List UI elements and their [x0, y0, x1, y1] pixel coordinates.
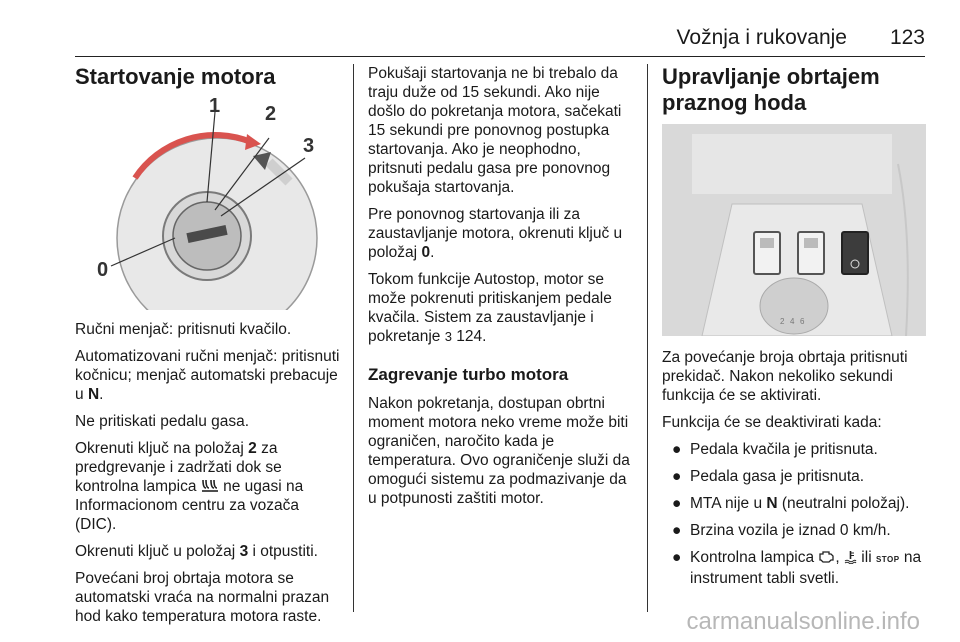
- page-reference-icon[interactable]: 3: [444, 329, 452, 344]
- text: (neutralni položaj).: [777, 495, 910, 512]
- text: Tokom funkcije Autostop, motor se može pokrenuti pritiskanjem pedale kvačila. Sistem za zaustavljanje i pokretanje: [368, 271, 612, 345]
- text: Okrenuti ključ na položaj: [75, 440, 249, 457]
- list-item: [662, 548, 930, 588]
- text: Kontrolna lampica: [690, 549, 819, 566]
- page-header: [75, 26, 925, 54]
- paragraph-automated-gearbox: [75, 347, 343, 404]
- text: ne ugasi na Informacionom centru za vozača (DIC).: [75, 478, 304, 533]
- header-title: Vožnja i rukovanje: [676, 26, 847, 49]
- column-divider-2: [647, 64, 648, 612]
- dashboard-panel: [692, 134, 892, 194]
- text: .: [430, 244, 435, 261]
- gear-label-6: 6: [800, 317, 805, 326]
- paragraph-turn-key-3: [75, 542, 343, 561]
- coolant-temperature-icon: [844, 550, 857, 564]
- stop-icon: STOP: [875, 555, 900, 564]
- text: Pedala gasa je pritisnuta.: [690, 468, 865, 485]
- list-item: [662, 467, 930, 486]
- paragraph-autostop: [368, 270, 636, 346]
- text: Pre ponovnog startovanja ili za zaustavljanje motora, okrenuti ključ u položaj: [368, 206, 623, 261]
- switch-blank-2-inner: [804, 238, 818, 248]
- deactivation-list: [662, 440, 930, 588]
- idle-switch-figure: [662, 124, 926, 336]
- bullet-icon: ●: [672, 495, 682, 512]
- text: Automatizovani ručni menjač: pritisnuti kočnicu; menjač automatski prebacuje u: [75, 348, 340, 403]
- list-item: [662, 494, 930, 513]
- bullet-icon: ●: [672, 522, 682, 539]
- paragraph-restart: [368, 205, 636, 262]
- gear-label-4: 4: [790, 317, 795, 326]
- text: MTA nije u: [690, 495, 767, 512]
- text: Pedala kvačila je pritisnuta.: [690, 441, 878, 458]
- key-position-0: 0: [421, 244, 431, 261]
- column-3: [662, 64, 930, 596]
- gear-label-2: 2: [780, 317, 785, 326]
- key-position-2: 2: [248, 440, 257, 457]
- text: .: [99, 386, 104, 403]
- position-label-1: 1: [209, 98, 221, 117]
- text: Okrenuti ključ u položaj: [75, 543, 240, 560]
- gear-n: N: [87, 386, 100, 403]
- bullet-icon: ●: [672, 549, 682, 566]
- text: ili: [857, 549, 876, 566]
- paragraph-idle-speed: Povećani broj obrtaja motora se automatski vraća na normalni prazan hod kako temperatura motora raste.: [75, 570, 330, 625]
- section-title-engine-start: Startovanje motora: [75, 64, 276, 89]
- bullet-icon: ●: [672, 441, 682, 458]
- paragraph-increase-idle: Za povećanje broja obrtaja pritisnuti prekidač. Nakon nekoliko sekundi funkcija će se aktivirati.: [662, 349, 908, 404]
- column-2: [368, 64, 636, 516]
- subsection-title-turbo: Zagrevanje turbo motora: [368, 365, 569, 384]
- text: ,: [835, 549, 840, 566]
- list-item: [662, 440, 930, 459]
- text: Brzina vozila je iznad 0 km/h.: [690, 522, 891, 539]
- text: 124.: [451, 328, 487, 345]
- section-title-idle-control: Upravljanje obrtajem praznog hoda: [662, 64, 880, 115]
- watermark: carmanualsonline.info: [686, 608, 920, 635]
- paragraph-start-attempts: Pokušaji startovanja ne bi trebalo da traju duže od 15 sekundi. Ako nije došlo do pokretanja motora, sačekati 15 sekundi pre ponovnog postupka startovanja. Ako je neophodno, pritsnuti pedalu gasa pre ponovnog pokušaja startovanja.: [368, 65, 622, 196]
- text: za predgrevanje i zadržati dok se kontrolna lampica: [75, 440, 282, 495]
- switch-blank-1-inner: [760, 238, 774, 248]
- glow-plug-icon: [201, 479, 219, 492]
- ignition-switch-figure: [75, 98, 339, 310]
- column-1: [75, 64, 343, 634]
- gear-n: N: [766, 495, 778, 512]
- paragraph-manual-gearbox: Ručni menjač: pritisnuti kvačilo.: [75, 321, 292, 338]
- engine-warning-icon: [818, 550, 835, 563]
- column-divider-1: [353, 64, 354, 612]
- key-position-3: 3: [239, 543, 249, 560]
- page-number: 123: [889, 26, 925, 49]
- text: i otpustiti.: [248, 543, 318, 560]
- list-item: [662, 521, 930, 540]
- text: na instrument tabli svetli.: [690, 549, 922, 587]
- paragraph-no-gas: Ne pritiskati pedalu gasa.: [75, 413, 250, 430]
- bullet-icon: ●: [672, 468, 682, 485]
- position-label-3: 3: [303, 135, 315, 157]
- position-label-2: 2: [265, 103, 277, 125]
- paragraph-turbo: Nakon pokretanja, dostupan obrtni moment motora neko vreme može biti ograničen, naročito kada je temperatura. Ovo ograničenje služi da omogući sistemu za podmazivanje da u potpunosti zaštiti motor.: [368, 395, 630, 507]
- position-label-0: 0: [97, 259, 109, 281]
- paragraph-deactivation-intro: Funkcija će se deaktivirati kada:: [662, 414, 882, 431]
- paragraph-preheat: [75, 439, 343, 534]
- header-rule: [75, 56, 925, 57]
